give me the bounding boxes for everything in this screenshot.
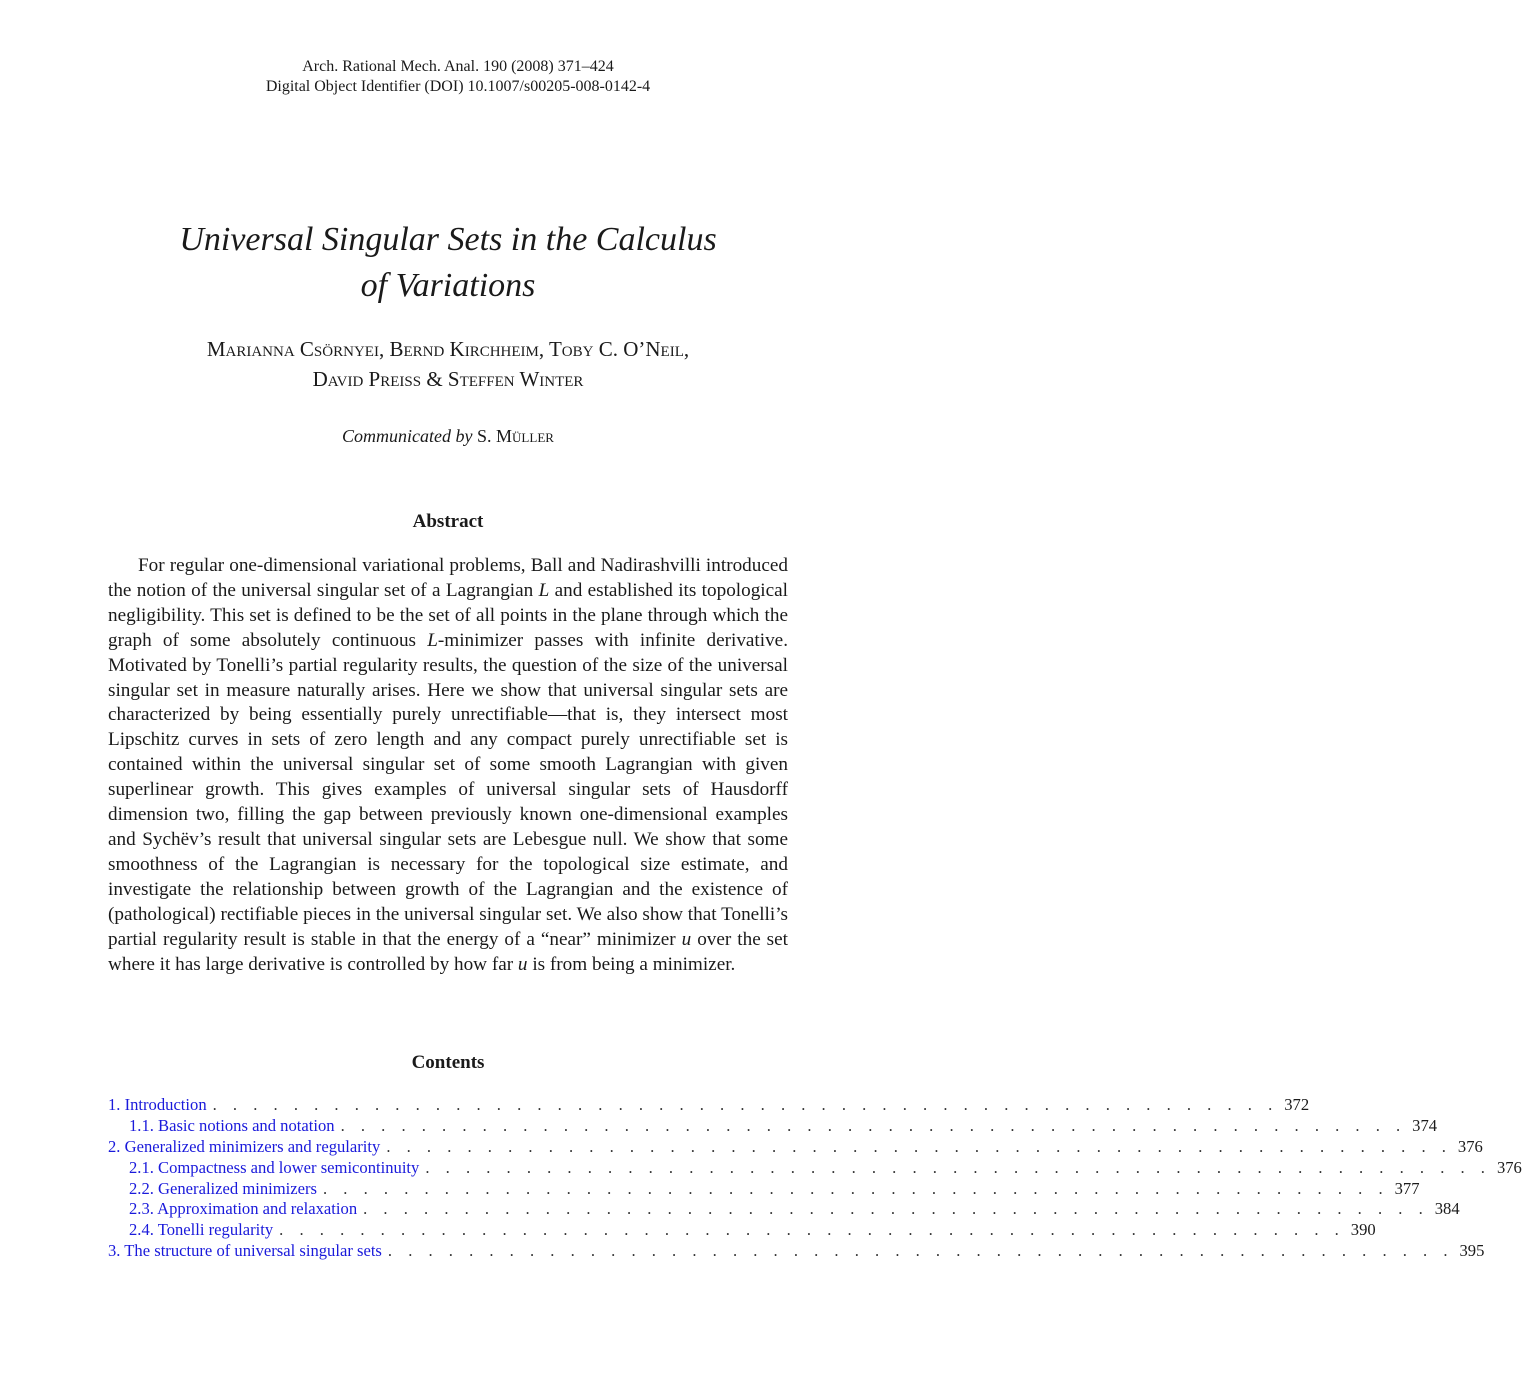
abstract-text-2: and established its topological negligibility. This set is defined to be the set of all points in the plane through which the graph of some absolutely continuous <box>108 579 788 651</box>
toc-entry[interactable] <box>108 1241 1485 1262</box>
toc-entry[interactable] <box>108 1115 1438 1137</box>
authors-line-1: Marianna Csörnyei, Bernd Kirchheim, Toby C. O’Neil, <box>206 337 690 361</box>
abstract-heading: Abstract <box>412 511 484 532</box>
toc-link[interactable]: 2.4. Tonelli regularity <box>129 1220 274 1240</box>
toc-link[interactable]: 3. The structure of universal singular sets <box>108 1241 382 1261</box>
toc-page-number: 372 <box>1284 1095 1310 1114</box>
toc-page-number: 395 <box>1459 1241 1485 1261</box>
toc-leader-dots: . . . . . . . . . . . . . . . . . . . . . . . . . . . . . . . . . . . . . . . . . . . . . . . . . . . . . <box>386 1136 1452 1156</box>
contents-heading: Contents <box>411 1052 485 1073</box>
toc-leader-dots: . . . . . . . . . . . . . . . . . . . . . . . . . . . . . . . . . . . . . . . . . . . . . . . . . . . . . <box>425 1157 1491 1177</box>
abstract-text-4: over the set where it has large derivative is controlled by how far <box>108 928 788 975</box>
toc-page-number: 376 <box>1457 1136 1483 1156</box>
toc-leader-dots: . . . . . . . . . . . . . . . . . . . . . . . . . . . . . . . . . . . . . . . . . . . . . . . . . . . . . <box>212 1095 1279 1114</box>
toc-link[interactable]: 2. Generalized minimizers and regularity <box>108 1136 381 1156</box>
communicated-by <box>0 426 896 447</box>
toc-leader-dots: . . . . . . . . . . . . . . . . . . . . . . . . . . . . . . . . . . . . . . . . . . . . . . . . . . . . . <box>340 1115 1407 1135</box>
abstract-text-3: -minimizer passes with infinite derivative. Motivated by Tonelli’s partial regularity results, the question of the size of the universal singular set in measure naturally arises. Here we show that universal singular sets are characterized by being essentially purely unrectifiable—that is, they intersect most Lipschitz curves in sets of zero length and any compact purely unrectifiable set is contained within the universal singular set of some smooth Lagrangian with given superlinear growth. This gives examples of universal singular sets of Hausdorff dimension two, filling the gap between previously known one-dimensional examples and Sychëv’s result that universal singular sets are Lebesgue null. We show that some smoothness of the Lagrangian is necessary for the topological size estimate, and investigate the relationship between growth of the Lagrangian and the existence of (pathological) rectifiable pieces in the universal singular set. We also show that Tonelli’s partial regularity result is stable in that the energy of a “near” minimizer <box>108 629 788 950</box>
communicated-label: Communicated by <box>342 426 473 446</box>
function-symbol: u <box>681 928 692 950</box>
toc-entry[interactable] <box>108 1199 1460 1220</box>
lagrangian-symbol: L <box>427 629 438 651</box>
abstract-text-5: is from being a minimizer. <box>527 953 736 975</box>
toc-entry[interactable] <box>108 1095 1310 1116</box>
authors-line-2: David Preiss & Steffen Winter <box>312 367 584 391</box>
toc-leader-dots: . . . . . . . . . . . . . . . . . . . . . . . . . . . . . . . . . . . . . . . . . . . . . . . . . . . . . <box>323 1178 1389 1198</box>
paper-title-line-2: of Variations <box>360 267 536 304</box>
toc-link[interactable]: 2.3. Approximation and relaxation <box>129 1199 358 1219</box>
abstract-text-1: For regular one-dimensional variational problems, Ball and Nadirashvilli introduced the notion of the universal singular set of a Lagrangian <box>108 555 788 601</box>
toc-entry[interactable] <box>108 1136 1483 1158</box>
toc-link[interactable]: 1. Introduction <box>108 1095 207 1114</box>
function-symbol: u <box>517 953 528 975</box>
toc-page-number: 376 <box>1496 1157 1522 1177</box>
toc-entry[interactable] <box>108 1220 1376 1241</box>
journal-citation: Arch. Rational Mech. Anal. 190 (2008) 371–424 <box>302 58 614 75</box>
toc-page-number: 374 <box>1412 1115 1438 1135</box>
toc-entry[interactable] <box>108 1178 1420 1200</box>
toc-link[interactable]: 2.1. Compactness and lower semicontinuity <box>129 1157 420 1177</box>
table-of-contents <box>108 1095 1522 1262</box>
toc-page-number: 390 <box>1350 1220 1376 1240</box>
paper-title-line-1: Universal Singular Sets in the Calculus <box>179 221 717 258</box>
lagrangian-symbol: L <box>538 579 550 601</box>
toc-leader-dots: . . . . . . . . . . . . . . . . . . . . . . . . . . . . . . . . . . . . . . . . . . . . . . . . . . . . . <box>387 1241 1454 1261</box>
toc-link[interactable]: 2.2. Generalized minimizers <box>129 1178 317 1198</box>
communicated-name: S. Müller <box>477 426 554 446</box>
toc-leader-dots: . . . . . . . . . . . . . . . . . . . . . . . . . . . . . . . . . . . . . . . . . . . . . . . . . . . . . <box>279 1220 1345 1240</box>
toc-page-number: 384 <box>1434 1199 1460 1219</box>
toc-leader-dots: . . . . . . . . . . . . . . . . . . . . . . . . . . . . . . . . . . . . . . . . . . . . . . . . . . . . . <box>363 1199 1429 1219</box>
toc-entry[interactable] <box>108 1157 1522 1179</box>
doi-line: Digital Object Identifier (DOI) 10.1007/s00205-008-0142-4 <box>265 78 651 95</box>
toc-link[interactable]: 1.1. Basic notions and notation <box>129 1115 335 1135</box>
toc-page-number: 377 <box>1394 1178 1420 1198</box>
abstract-body <box>108 554 788 977</box>
